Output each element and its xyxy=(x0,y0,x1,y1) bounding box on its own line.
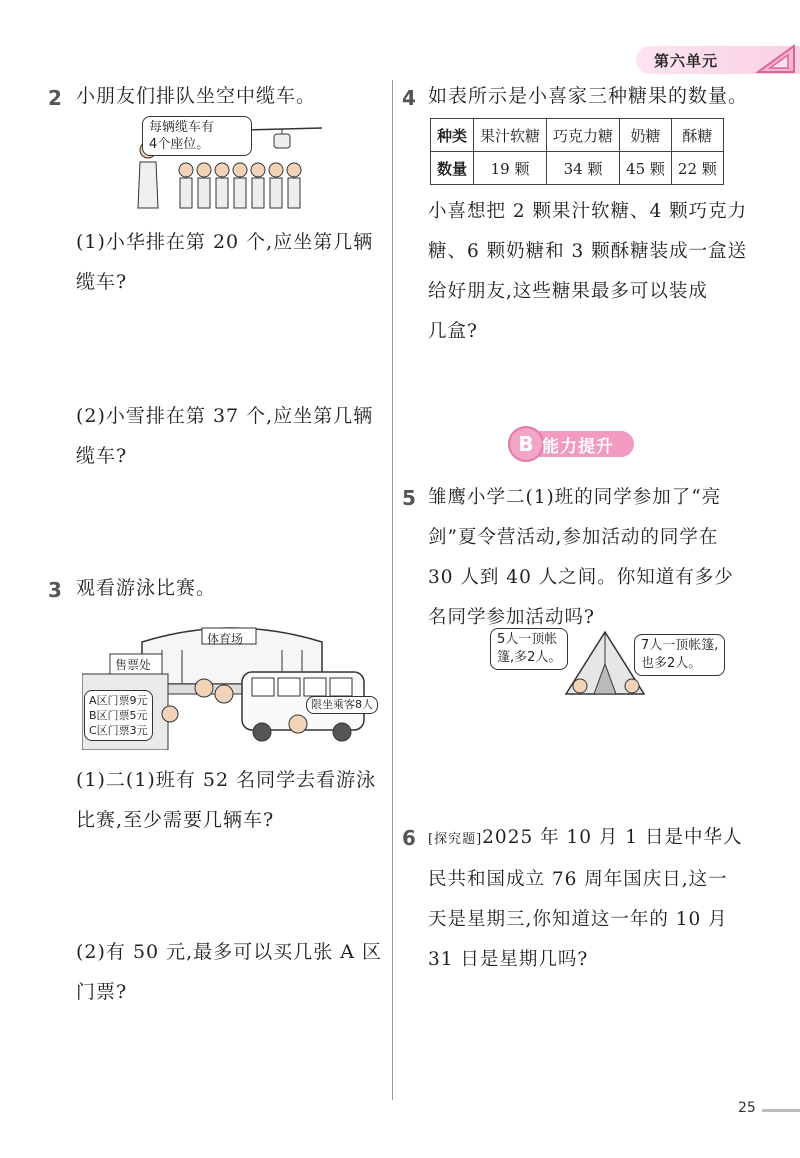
unit-label: 第六单元 xyxy=(654,52,719,70)
text-line: 门票? xyxy=(76,981,128,1003)
q3-part1 xyxy=(76,760,376,840)
unit-header-tab xyxy=(636,40,800,80)
text-line: 比赛,至少需要几辆车? xyxy=(76,809,275,831)
table-row xyxy=(431,152,724,185)
question-number-5: 5 xyxy=(402,486,416,510)
speech-line: 每辆缆车有 xyxy=(149,120,215,135)
text-line: (2)有 50 元,最多可以买几张 A 区 xyxy=(76,941,383,963)
table-row xyxy=(431,119,724,152)
tent-speech-left xyxy=(490,628,568,670)
text-line xyxy=(428,818,742,860)
q5-body xyxy=(428,478,734,638)
text-segment: 2025 年 10 月 1 日是中华人 xyxy=(482,827,743,848)
question-number-3: 3 xyxy=(48,578,62,602)
table-cell: 果汁软糖 xyxy=(474,119,547,152)
text-line: (2)小雪排在第 37 个,应坐第几辆 xyxy=(76,405,374,427)
speech-line: 篷,多2人。 xyxy=(497,650,562,665)
text-line: 小喜想把 2 颗果汁软糖、4 颗巧克力 xyxy=(428,201,748,222)
table-cell: 奶糖 xyxy=(620,119,672,152)
price-line: C区门票3元 xyxy=(89,724,148,737)
section-b-badge xyxy=(508,426,634,460)
table-row-label: 种类 xyxy=(431,119,474,152)
table-cell: 22 颗 xyxy=(671,152,723,185)
q2-part1 xyxy=(76,222,373,302)
text-line: 缆车? xyxy=(76,445,128,467)
text-line: 缆车? xyxy=(76,271,128,293)
question-tag: [探究题] xyxy=(428,832,483,847)
price-line: A区门票9元 xyxy=(89,694,148,707)
ticket-price-board xyxy=(84,690,153,741)
text-line: 名同学参加活动吗? xyxy=(428,607,595,628)
cable-car-speech-bubble xyxy=(142,116,252,156)
table-cell: 巧克力糖 xyxy=(547,119,620,152)
table-cell: 酥糖 xyxy=(671,119,723,152)
q4-title: 如表所示是小喜家三种糖果的数量。 xyxy=(428,85,749,107)
q2-title: 小朋友们排队坐空中缆车。 xyxy=(76,85,317,107)
ticket-booth-sign: 售票处 xyxy=(115,658,152,672)
speech-line: 5人一顶帐 xyxy=(497,632,558,647)
question-number-4: 4 xyxy=(402,86,416,110)
stadium-sign: 体育场 xyxy=(207,632,244,646)
text-line: 几盒? xyxy=(428,321,478,342)
table-cell: 19 颗 xyxy=(474,152,547,185)
text-line: 天是星期三,你知道这一年的 10 月 xyxy=(428,909,728,930)
q4-body xyxy=(428,192,747,352)
question-number-2: 2 xyxy=(48,86,62,110)
q3-title: 观看游泳比赛。 xyxy=(76,577,217,599)
speech-line: 也多2人。 xyxy=(641,656,702,671)
triangle-ruler-icon xyxy=(754,42,798,76)
candy-count-table xyxy=(430,118,724,185)
price-line: B区门票5元 xyxy=(89,709,148,722)
text-line: 30 人到 40 人之间。你知道有多少 xyxy=(428,567,734,588)
q6-body xyxy=(428,818,742,980)
text-line: 民共和国成立 76 周年国庆日,这一 xyxy=(428,869,728,890)
q2-part2 xyxy=(76,396,373,476)
text-line: 31 日是星期几吗? xyxy=(428,949,589,970)
table-cell: 45 颗 xyxy=(620,152,672,185)
text-line: 糖、6 颗奶糖和 3 颗酥糖装成一盒送 xyxy=(428,241,748,262)
q3-part2 xyxy=(76,932,382,1012)
question-number-6: 6 xyxy=(402,826,416,850)
page-number: 25 xyxy=(738,1100,756,1116)
text-line: (1)小华排在第 20 个,应坐第几辆 xyxy=(76,231,374,253)
text-line: 雏鹰小学二(1)班的同学参加了“亮 xyxy=(428,487,722,508)
text-line: 给好朋友,这些糖果最多可以装成 xyxy=(428,281,708,302)
tent-speech-right xyxy=(634,634,725,676)
text-line: (1)二(1)班有 52 名同学去看游泳 xyxy=(76,769,377,791)
section-letter: B xyxy=(508,426,544,462)
speech-line: 4个座位。 xyxy=(149,137,210,152)
text-line: 剑”夏令营活动,参加活动的同学在 xyxy=(428,527,719,548)
table-row-label: 数量 xyxy=(431,152,474,185)
speech-line: 7人一顶帐篷, xyxy=(641,638,719,653)
page-number-rule xyxy=(762,1109,800,1112)
column-divider xyxy=(392,80,393,1100)
bus-capacity-sign: 限坐乘客8人 xyxy=(306,696,378,714)
section-label: 能力提升 xyxy=(542,437,614,457)
table-cell: 34 颗 xyxy=(547,152,620,185)
